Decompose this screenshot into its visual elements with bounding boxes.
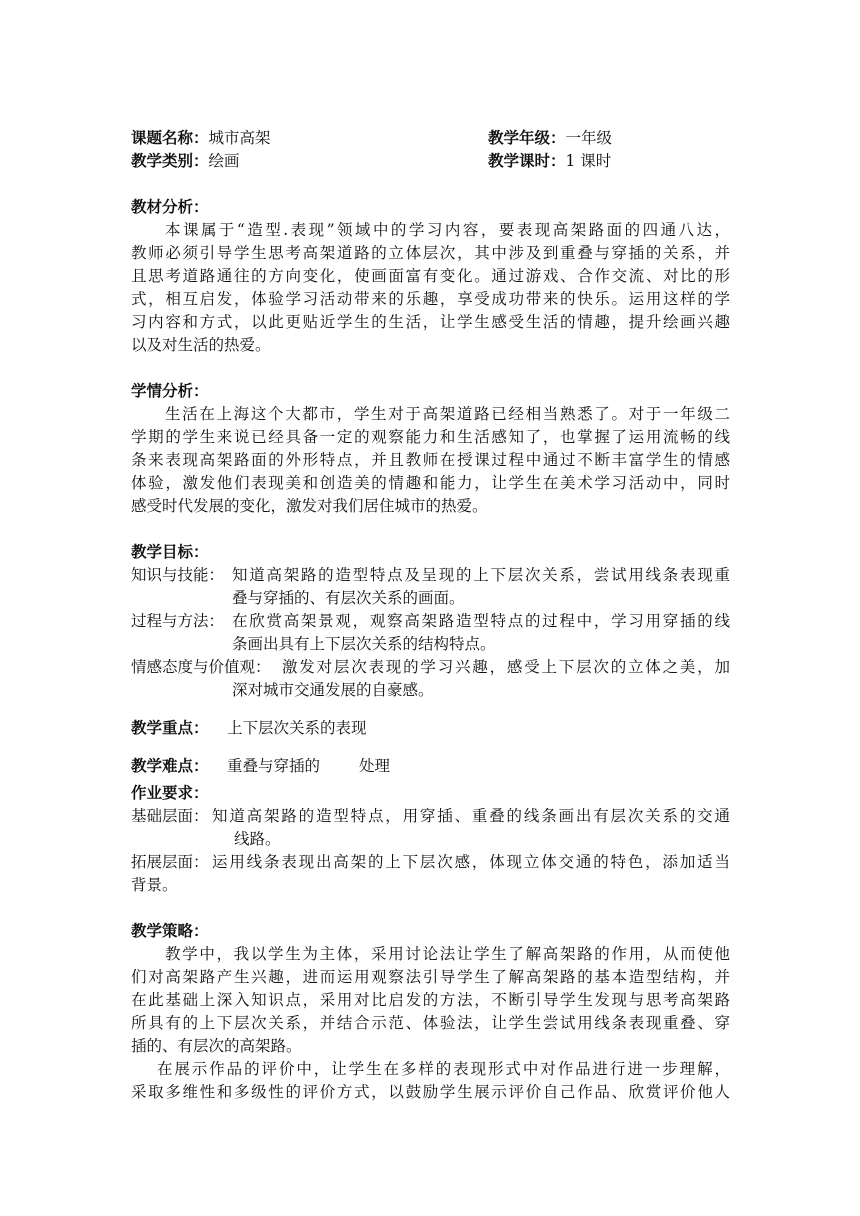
learner-line: 学期的学生来说已经具备一定的观察能力和生活感知了，也掌握了运用流畅的线 [131,428,730,446]
category-label: 教学类别： [131,151,209,170]
strategy-line: 在此基础上深入知识点，采用对比启发的方法，不断引导学生发现与思考高架路 [131,991,730,1009]
learner-heading: 学情分析： [131,381,209,400]
material-line: 且思考道路通往的方向变化，使画面富有变化。通过游戏、合作交流、对比的形 [131,267,730,285]
category-row [131,148,240,174]
learner-line: 生活在上海这个大都市，学生对于高架道路已经相当熟悉了。对于一年级二 [165,405,730,423]
grade-label: 教学年级： [488,128,566,147]
goal-attitude-label: 情感态度与价值观： [131,658,271,676]
material-heading: 教材分析： [131,197,209,216]
hours-value: 1 课时 [565,152,612,170]
strategy-line: 所具有的上下层次关系，并结合示范、体验法，让学生尝试用线条表现重叠、穿 [131,1014,730,1032]
goal-knowledge-line: 知道高架路的造型特点及呈现的上下层次关系，尝试用线条表现重 [232,566,730,584]
material-line: 以及对生活的热爱。 [131,336,271,354]
learner-line: 体验，激发他们表现美和创造美的情趣和能力，让学生在美术学习活动中，同时 [131,474,730,492]
goal-process-line: 条画出具有上下层次关系的结构特点。 [232,635,496,653]
strategy-heading: 教学策略： [131,921,209,940]
goal-attitude-line: 激发对层次表现的学习兴趣，感受上下层次的立体之美，加 [282,658,730,676]
learner-line: 感受时代发展的变化，激发对我们居住城市的热爱。 [131,497,488,515]
strategy-line: 教学中，我以学生为主体，采用讨论法让学生了解高架路的作用，从而使他 [165,945,730,963]
homework-basic-label: 基础层面： [131,807,209,825]
strategy-line: 插的、有层次的高架路。 [131,1037,302,1055]
homework-heading: 作业要求： [131,783,209,802]
goals-heading: 教学目标： [131,542,209,561]
strategy-line: 在展示作品的评价中，让学生在多样的表现形式中对作品进行进一步理解， [157,1060,730,1078]
goal-process-line: 在欣赏高架景观，观察高架路造型特点的过程中，学习用穿插的线 [232,612,730,630]
strategy-line: 采取多维性和多级性的评价方式，以鼓励学生展示评价自己作品、欣赏评价他人 [131,1083,730,1101]
goal-knowledge-label: 知识与技能： [131,566,225,584]
strategy-line: 们对高架路产生兴趣，进而运用观察法引导学生了解高架路的基本造型结构，并 [131,968,730,986]
goal-knowledge-line: 叠与穿插的、有层次关系的画面。 [232,589,465,607]
difficulty-value: 处理 [359,757,391,775]
difficulty-value: 重叠与穿插的 [227,757,321,775]
course-name-label: 课题名称： [131,128,209,147]
homework-ext-line: 运用线条表现出高架的上下层次感，体现立体交通的特色，添加适当 [212,853,730,871]
hours-row [488,148,611,174]
homework-basic-line: 线路。 [234,830,281,848]
category-value: 绘画 [208,152,240,170]
material-line: 式，相互启发，体验学习活动带来的乐趣，享受成功带来的快乐。运用这样的学 [131,290,730,308]
difficulty-label: 教学难点： [131,756,209,775]
key-point-value: 上下层次关系的表现 [227,719,367,737]
learner-line: 条来表现高架路面的外形特点，并且教师在授课过程中通过不断丰富学生的情感 [131,451,730,469]
material-line: 习内容和方式，以此更贴近学生的生活，让学生感受生活的情趣，提升绘画兴趣 [131,313,730,331]
goal-process-label: 过程与方法： [131,612,225,630]
course-name-value: 城市高架 [208,129,271,147]
homework-ext-label: 拓展层面： [131,853,209,871]
goal-attitude-line: 深对城市交通发展的自豪感。 [232,681,434,699]
homework-basic-line: 知道高架路的造型特点，用穿插、重叠的线条画出有层次关系的交通 [212,807,730,825]
homework-ext-line: 背景。 [131,876,178,894]
key-point-label: 教学重点： [131,718,209,737]
grade-value: 一年级 [565,129,613,147]
hours-label: 教学课时： [488,151,566,170]
material-line: 教师必须引导学生思考高架道路的立体层次，其中涉及到重叠与穿插的关系，并 [131,244,730,262]
material-line: 本课属于“造型.表现”领域中的学习内容，要表现高架路面的四通八达， [165,221,730,239]
